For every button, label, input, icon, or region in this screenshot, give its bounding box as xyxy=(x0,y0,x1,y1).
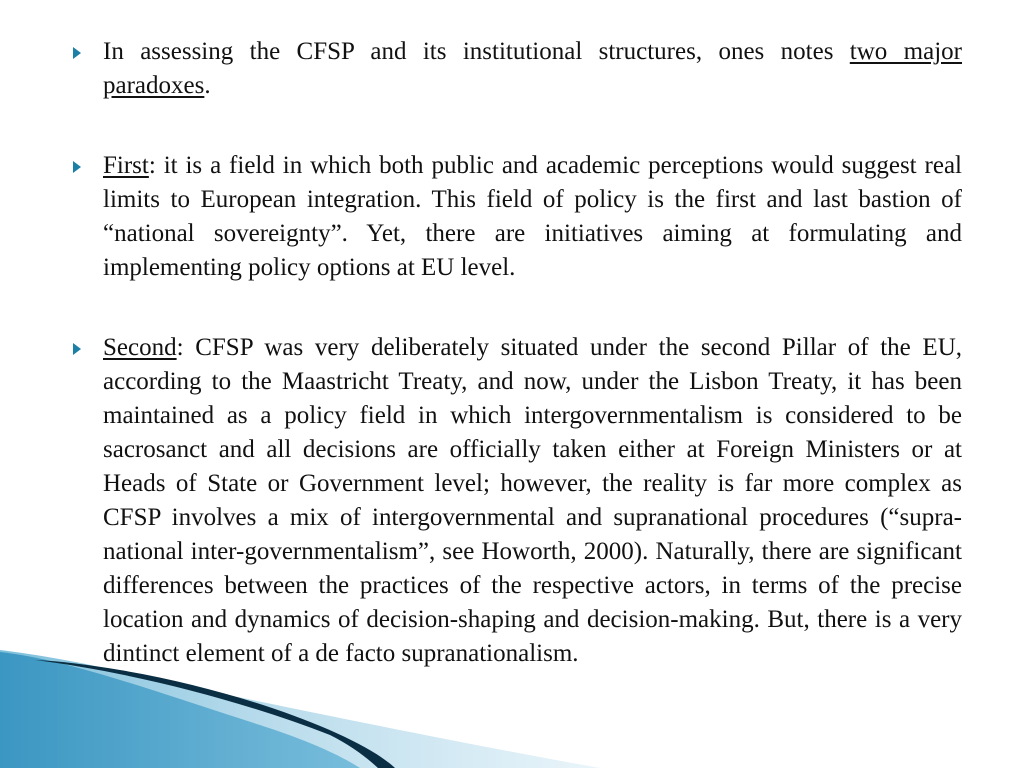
bullet-arrow-icon xyxy=(73,161,81,173)
bullet-second xyxy=(70,331,962,671)
bullet-text: . xyxy=(204,72,211,99)
underlined-phrase: First xyxy=(103,152,149,179)
bullet-first xyxy=(70,149,962,285)
bullet-text: : it is a field in which both public and academic perceptions would suggest real limits to European integration. This field of policy is the first and last bastion of “national sovereignty”. Yet, there are initiatives aiming at formulating and implementing policy options at EU level. xyxy=(103,152,962,281)
underlined-phrase: Second xyxy=(103,334,177,361)
bullet-arrow-icon xyxy=(73,343,81,355)
underlined-phrase: two major paradoxes xyxy=(103,38,962,99)
bullet-arrow-icon xyxy=(73,47,81,59)
bullet-paradoxes xyxy=(70,35,962,103)
bullet-text: In assessing the CFSP and its institutional structures, ones notes xyxy=(103,38,850,65)
bullet-list xyxy=(70,35,962,671)
bullet-text: : CFSP was very deliberately situated under the second Pillar of the EU, according to the Maastricht Treaty, and now, under the Lisbon Treaty, it has been maintained as a policy field in which intergovernmentalism is considered to be sacrosanct and all decisions are officially taken either at Foreign Ministers or at Heads of State or Government level; however, the reality is far more complex as CFSP involves a mix of intergovernmental and supranational procedures (“supra-national inter-governmentalism”, see Howorth, 2000). Naturally, there are significant differences between the practices of the respective actors, in terms of the precise location and dynamics of decision-shaping and decision-making. But, there is a very dintinct element of a de facto supranationalism. xyxy=(103,334,962,667)
